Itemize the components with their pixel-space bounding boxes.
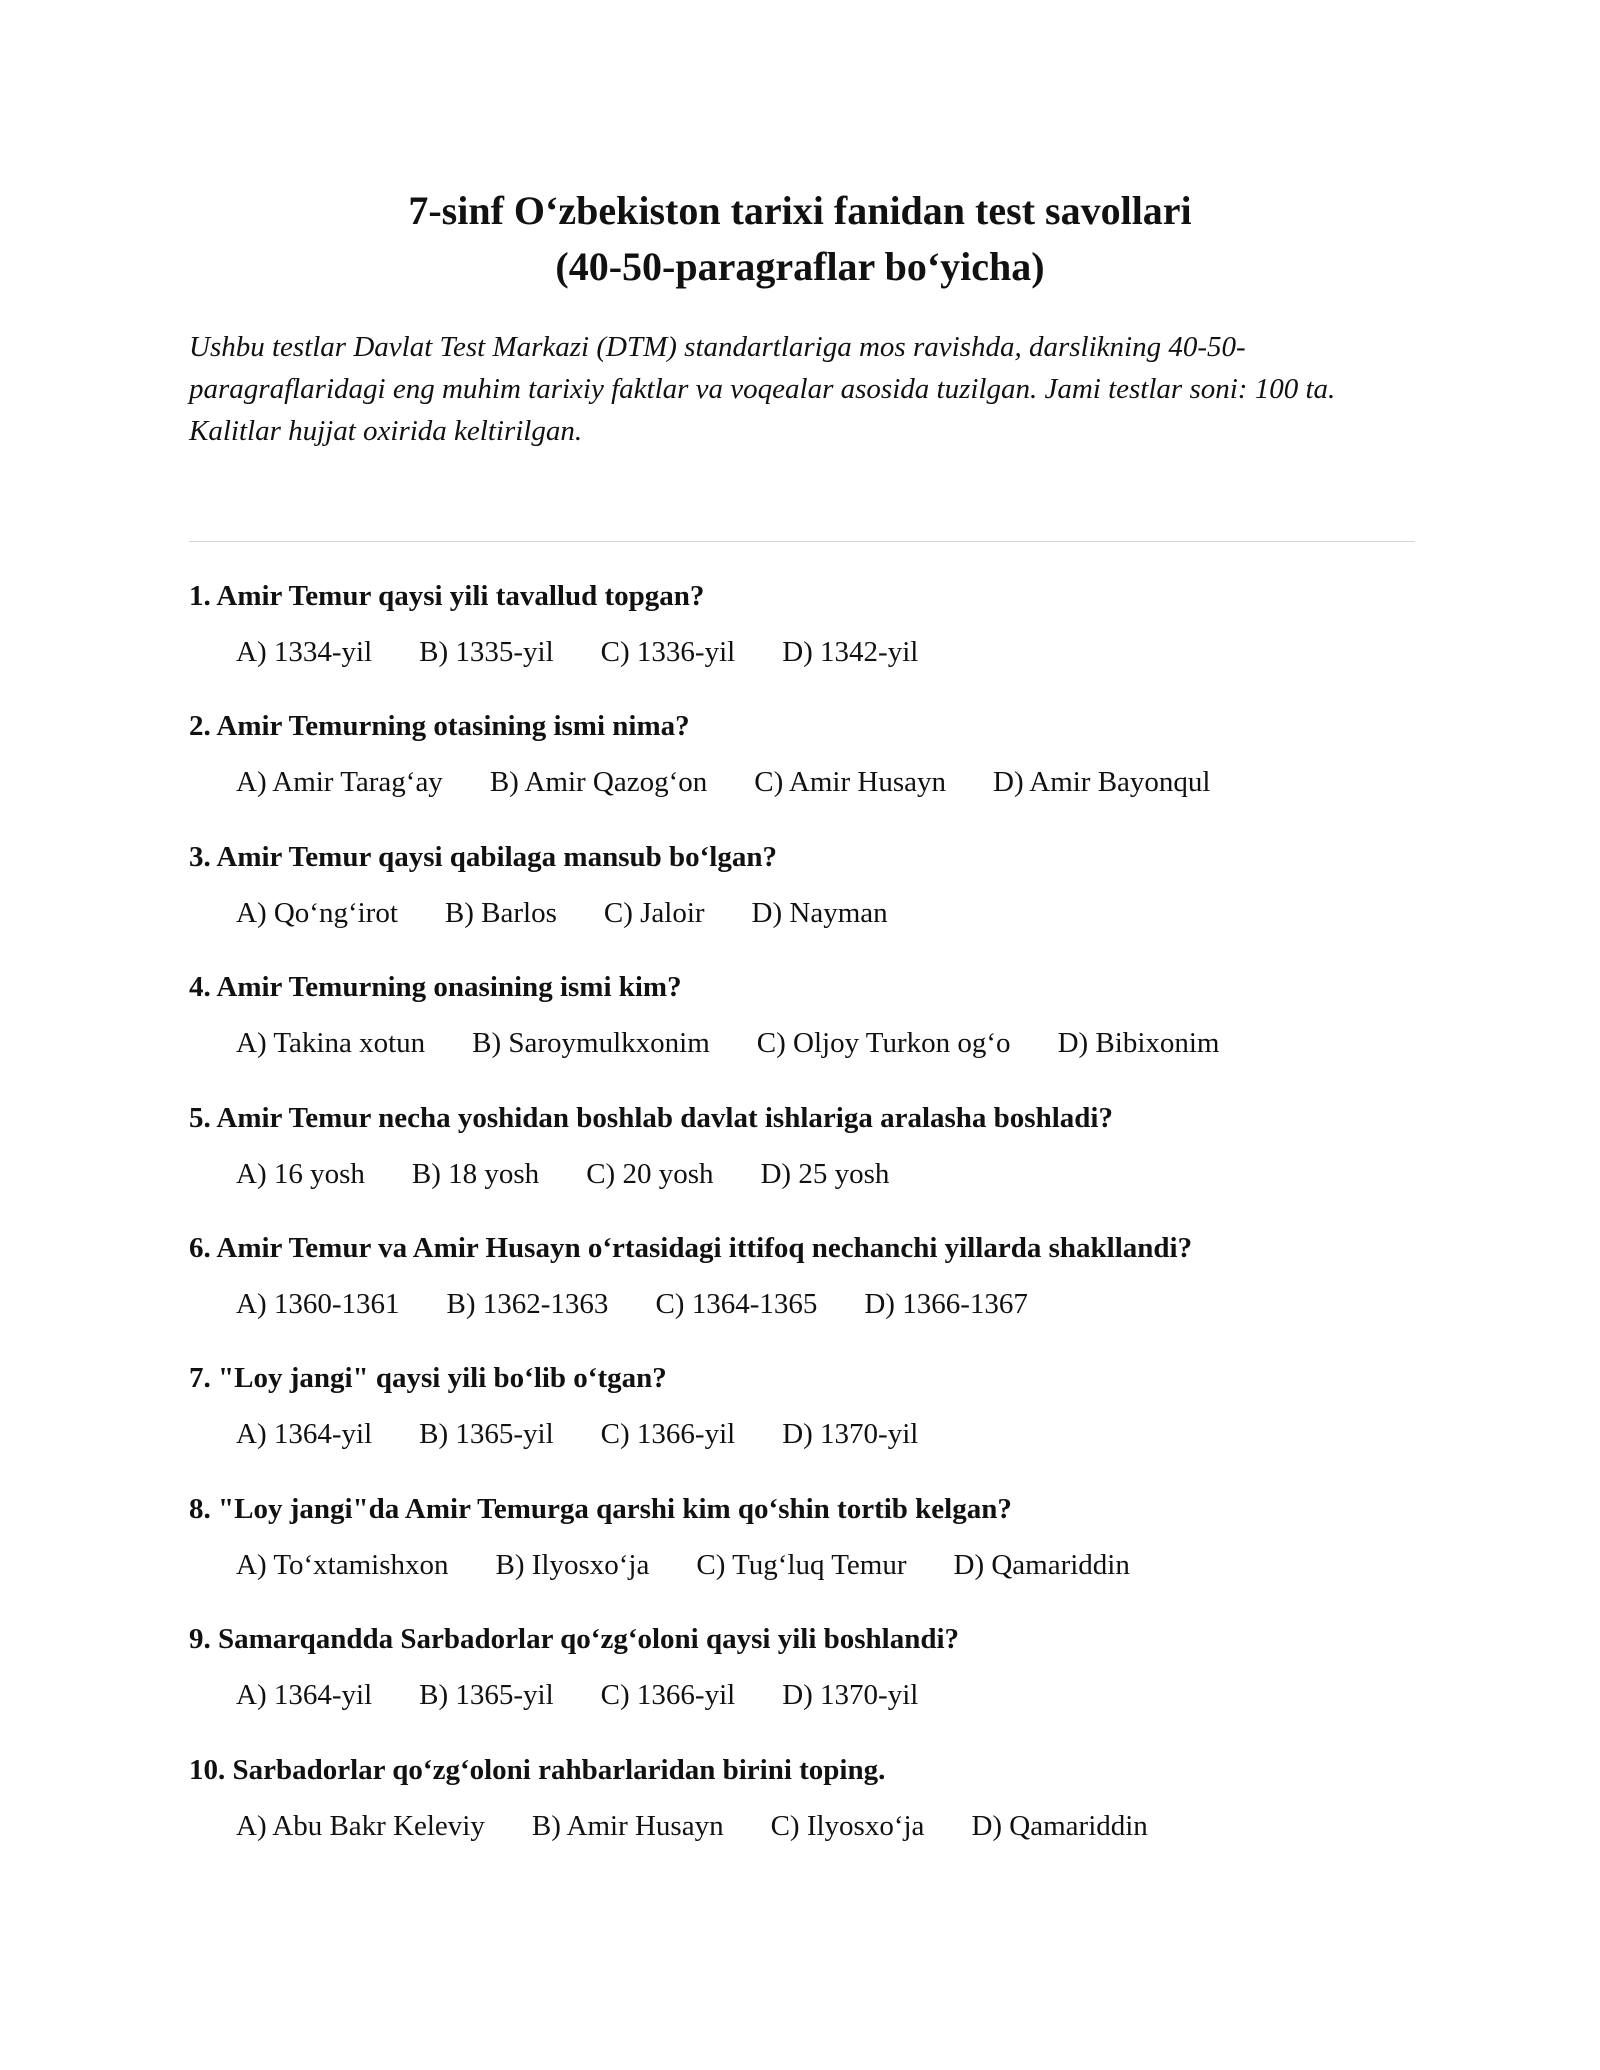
question-text: 2. Amir Temurning otasining ismi nima? xyxy=(189,710,690,743)
question-text: 10. Sarbadorlar qo‘zg‘oloni rahbarlaridan birini toping. xyxy=(189,1753,886,1786)
answer-option: B) Amir Husayn xyxy=(531,1809,724,1842)
answer-option: D) Qamariddin xyxy=(953,1548,1130,1581)
answer-options xyxy=(236,1284,1419,1324)
answer-option: D) Amir Bayonqul xyxy=(993,766,1211,799)
question-text: 3. Amir Temur qaysi qabilaga mansub bo‘lgan? xyxy=(189,840,777,873)
question-text: 1. Amir Temur qaysi yili tavallud topgan? xyxy=(189,580,705,612)
answer-option: A) Abu Bakr Keleviy xyxy=(236,1809,485,1842)
answer-options xyxy=(236,1154,1419,1194)
answer-option: A) Qo‘ng‘irot xyxy=(236,896,398,929)
question-text: 8. "Loy jangi"da Amir Temurga qarshi kim qo‘shin tortib kelgan? xyxy=(189,1492,1012,1525)
question-item xyxy=(189,1619,1419,1749)
answer-option: C) Amir Husayn xyxy=(754,766,946,799)
answer-options xyxy=(236,893,1419,933)
answer-options xyxy=(236,1414,1419,1454)
answer-option: C) 1364-1365 xyxy=(655,1287,818,1320)
answer-option: B) Saroymulkxonim xyxy=(472,1027,710,1060)
answer-option: D) 25 yosh xyxy=(760,1157,890,1190)
answer-option: D) 1370-yil xyxy=(782,1679,919,1712)
answer-option: B) Ilyosxo‘ja xyxy=(495,1548,650,1581)
answer-option: C) 20 yosh xyxy=(586,1157,714,1190)
answer-option: C) 1366-yil xyxy=(600,1679,736,1712)
question-item xyxy=(189,1228,1419,1358)
question-item xyxy=(189,837,1419,967)
question-item xyxy=(189,967,1419,1097)
question-item xyxy=(189,1750,1419,1880)
answer-option: C) Ilyosxo‘ja xyxy=(770,1809,925,1842)
answer-option: C) Oljoy Turkon og‘o xyxy=(756,1027,1011,1060)
answer-option: D) 1366-1367 xyxy=(864,1287,1028,1320)
question-text: 4. Amir Temurning onasining ismi kim? xyxy=(189,971,682,1004)
question-item xyxy=(189,1489,1419,1619)
answer-options xyxy=(236,632,1419,672)
question-item xyxy=(189,1098,1419,1228)
answer-options xyxy=(236,1023,1419,1063)
answer-options xyxy=(236,1545,1419,1585)
answer-option: B) Amir Qazog‘on xyxy=(489,766,708,799)
answer-options xyxy=(236,762,1419,802)
answer-option: B) Barlos xyxy=(444,896,557,929)
answer-options xyxy=(236,1806,1419,1846)
answer-option: A) To‘xtamishxon xyxy=(236,1548,449,1581)
answer-option: D) 1370-yil xyxy=(782,1418,919,1451)
question-item xyxy=(189,576,1419,706)
answer-option: D) Qamariddin xyxy=(971,1809,1148,1842)
answer-option: A) 1364-yil xyxy=(236,1418,373,1451)
question-item xyxy=(189,1358,1419,1488)
question-text: 7. "Loy jangi" qaysi yili bo‘lib o‘tgan? xyxy=(189,1362,667,1395)
answer-option: B) 1362-1363 xyxy=(446,1287,609,1320)
question-text: 9. Samarqandda Sarbadorlar qo‘zg‘oloni qaysi yili boshlandi? xyxy=(189,1623,960,1656)
question-item xyxy=(189,706,1419,836)
document-title xyxy=(0,183,1600,295)
answer-option: D) Nayman xyxy=(751,896,888,929)
answer-option: A) 1364-yil xyxy=(236,1679,373,1712)
section-divider xyxy=(189,541,1415,542)
answer-options xyxy=(236,1675,1419,1715)
answer-option: D) 1342-yil xyxy=(782,636,919,668)
answer-option: B) 18 yosh xyxy=(411,1157,540,1190)
answer-option: C) 1366-yil xyxy=(600,1418,736,1451)
title-line-2: (40-50-paragraflar bo‘yicha) xyxy=(555,244,1045,289)
answer-option: C) Jaloir xyxy=(603,896,705,929)
answer-option: A) 16 yosh xyxy=(236,1157,365,1190)
answer-option: A) Takina xotun xyxy=(236,1027,426,1060)
answer-option: B) 1335-yil xyxy=(419,636,554,668)
answer-option: B) 1365-yil xyxy=(419,1679,554,1712)
answer-option: A) 1334-yil xyxy=(236,636,373,668)
question-text: 6. Amir Temur va Amir Husayn o‘rtasidagi ittifoq nechanchi yillarda shakllandi? xyxy=(189,1231,1193,1264)
intro-paragraph: Ushbu testlar Davlat Test Markazi (DTM) standartlariga mos ravishda, darslikning 40-50-paragraflaridagi eng muhim tarixiy faktlar va voqealar asosida tuzilgan. Jami testlar soni: 100 ta. Kalitlar hujjat oxirida keltirilgan. xyxy=(189,331,1336,447)
answer-option: D) Bibixonim xyxy=(1057,1027,1220,1060)
answer-option: C) Tug‘luq Temur xyxy=(696,1548,907,1581)
answer-option: B) 1365-yil xyxy=(419,1418,554,1451)
question-text: 5. Amir Temur necha yoshidan boshlab davlat ishlariga aralasha boshladi? xyxy=(189,1101,1113,1134)
title-line-1: 7-sinf O‘zbekiston tarixi fanidan test savollari xyxy=(408,188,1192,233)
question-list xyxy=(189,576,1419,1880)
answer-option: C) 1336-yil xyxy=(600,636,736,668)
answer-option: A) Amir Tarag‘ay xyxy=(236,766,443,799)
answer-option: A) 1360-1361 xyxy=(236,1287,400,1320)
